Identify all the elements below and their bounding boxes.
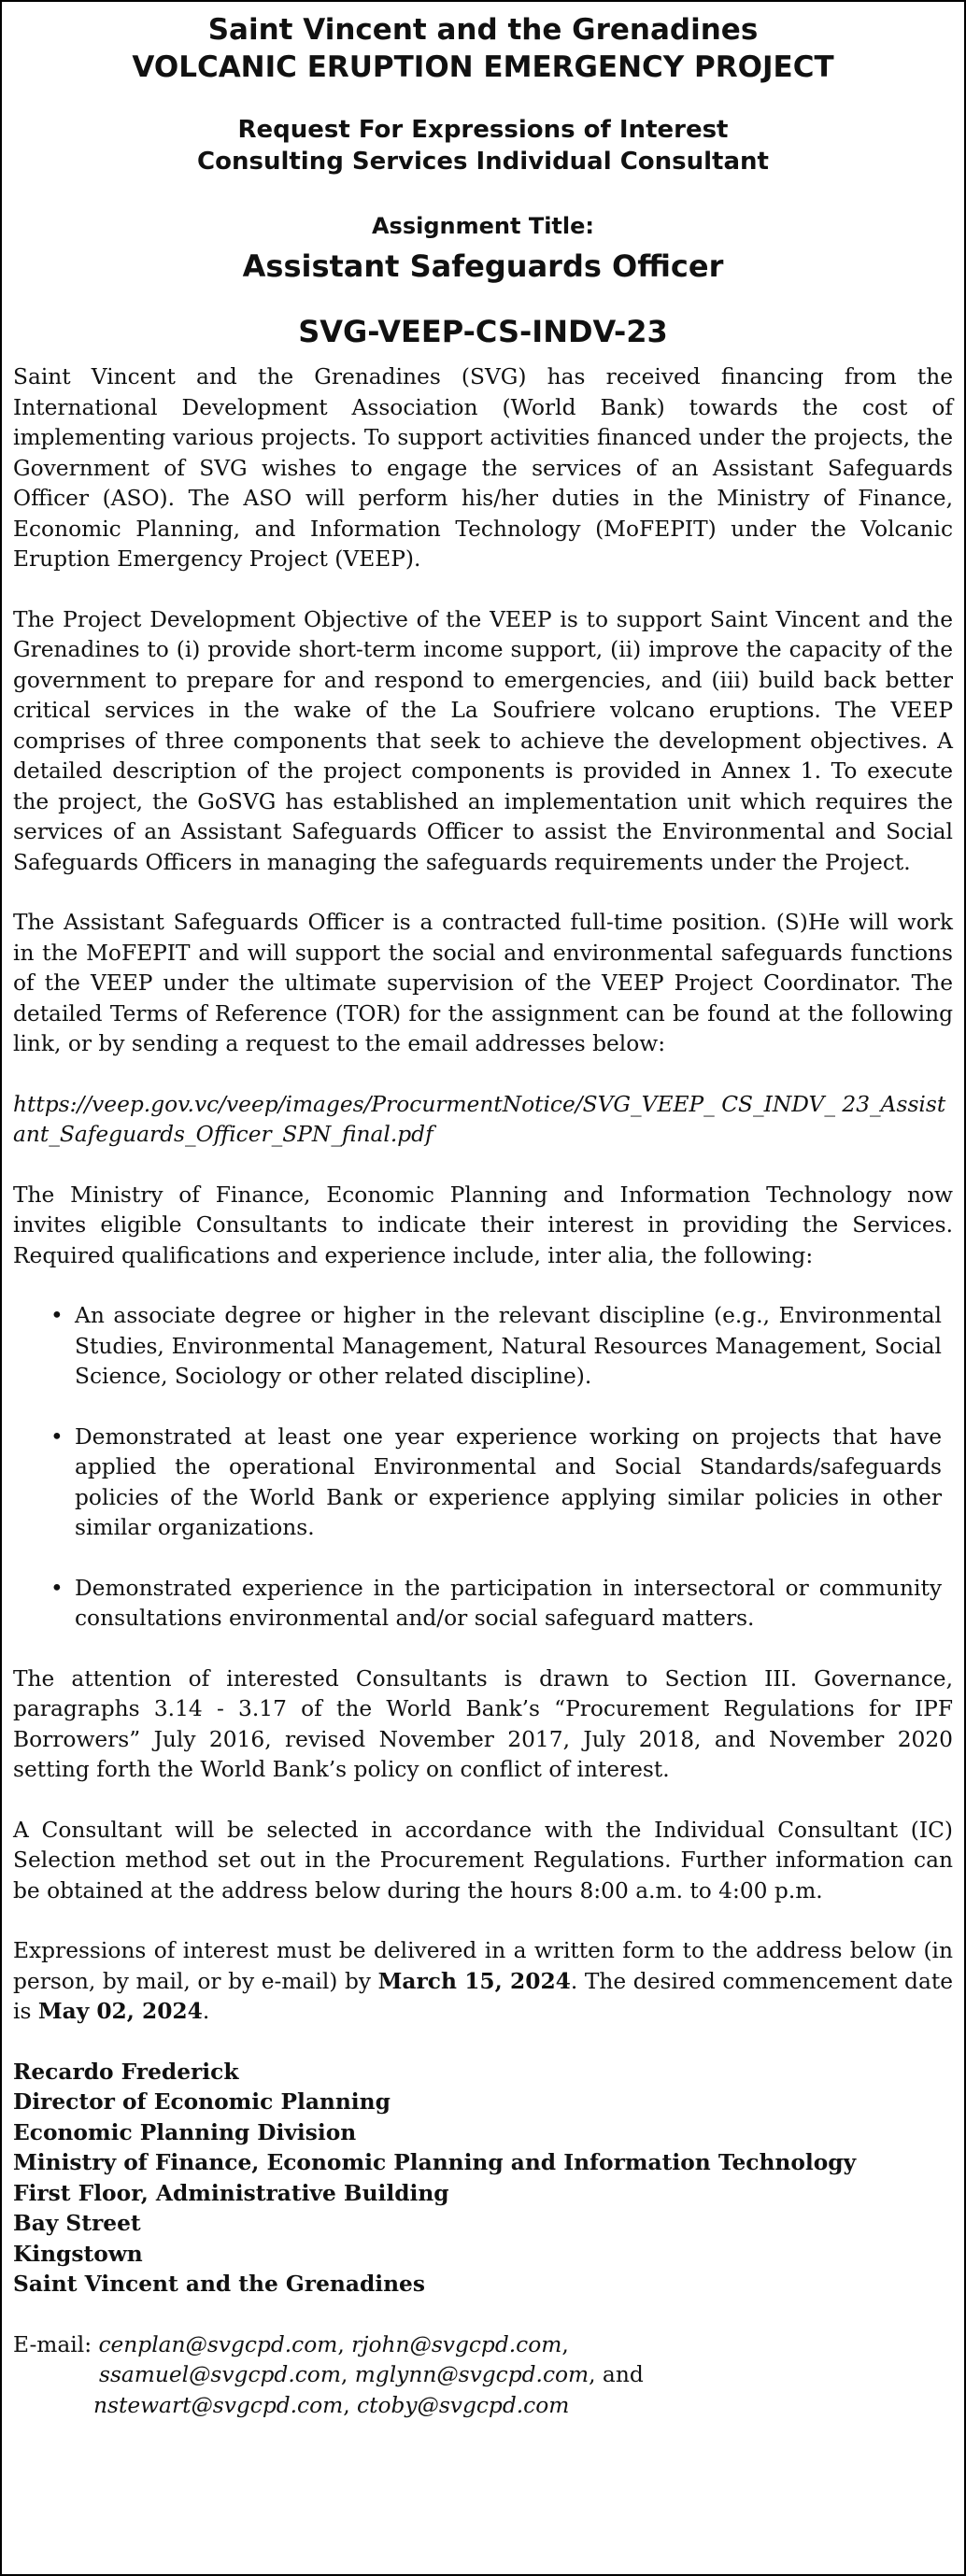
notice-body <box>13 362 953 2421</box>
paragraph-objective: The Project Development Objective of the VEEP is to support Saint Vincent and the Grenadines to (i) provide short-term income support, (ii) improve the capacity of the government to prepare for and respond to emergencies, and (iii) build back better critical services in the wake of the La Soufriere volcano eruptions. The VEEP comprises of three components that seek to achieve the development objectives. A detailed description of the project components is provided in Annex 1. To execute the project, the GoSVG has established an implementation unit which requires the services of an Assistant Safeguards Officer to assist the Environmental and Social Safeguards Officers in managing the safeguards requirements under the Project. <box>13 606 953 875</box>
bullet-icon: • <box>50 1423 64 1450</box>
email-line <box>13 2330 953 2361</box>
contact-city: Kingstown <box>13 2241 143 2267</box>
email-link[interactable]: nstewart@svgcpd.com <box>93 2392 344 2418</box>
email-separator: , <box>561 2331 569 2357</box>
email-link[interactable]: ssamuel@svgcpd.com <box>99 2362 341 2387</box>
email-link[interactable]: mglynn@svgcpd.com <box>354 2362 590 2387</box>
list-item <box>13 1574 953 1635</box>
contact-block <box>13 2058 953 2300</box>
contact-street: Bay Street <box>13 2211 141 2236</box>
contact-country: Saint Vincent and the Grenadines <box>13 2272 425 2297</box>
contact-floor: First Floor, Administrative Building <box>13 2180 449 2206</box>
bullet-icon: • <box>50 1303 64 1328</box>
email-link[interactable]: rjohn@svgcpd.com <box>351 2331 562 2357</box>
deadline-text-3: . <box>202 1999 210 2024</box>
deadline-text-1: Expressions of interest must be delivered in a written form to the address below (in person, by mail, or by e-mail) by <box>13 1938 953 1994</box>
contact-division: Economic Planning Division <box>13 2119 357 2145</box>
email-link[interactable]: cenplan@svgcpd.com <box>98 2331 338 2357</box>
email-separator: , <box>343 2392 358 2418</box>
assignment-label: Assignment Title: <box>371 213 594 239</box>
qualifications-list <box>13 1301 953 1635</box>
contact-title: Director of Economic Planning <box>13 2089 391 2115</box>
paragraph-conflict-of-interest: The attention of interested Consultants is drawn to Section III. Governance, paragraphs 3.14 - 3.17 of the World Bank’s “Procurement Regulations for IPF Borrowers” July 2016, revised November 2017, July 2018, and November 2020 setting forth the World Bank’s policy on conflict of interest. <box>13 1665 953 1782</box>
submission-date: March 15, 2024 <box>377 1968 571 1994</box>
email-line <box>13 2391 953 2422</box>
reference-number: SVG-VEEP-CS-INDV-23 <box>298 314 668 349</box>
paragraph-deadline <box>13 1936 953 2028</box>
email-link[interactable]: ctoby@svgcpd.com <box>357 2392 570 2418</box>
email-block <box>13 2330 953 2422</box>
tor-link[interactable]: https://veep.gov.vc/veep/images/ProcurmentNotice/SVG_VEEP_ CS_INDV_ 23_Assistant_Safeguards_Officer_SPN_final.pdf <box>13 1091 946 1147</box>
bullet-icon: • <box>50 1575 64 1601</box>
email-separator: , and <box>589 2362 644 2387</box>
paragraph-invitation: The Ministry of Finance, Economic Planning and Information Technology now invites eligible Consultants to indicate their interest in providing the Services. Required qualifications and experience include, inter alia, the following: <box>13 1182 953 1268</box>
paragraph-selection-method: A Consultant will be selected in accordance with the Individual Consultant (IC) Selection method set out in the Procurement Regulations. Further information can be obtained at the address below during the hours 8:00 a.m. to 4:00 p.m. <box>13 1817 953 1904</box>
assignment-title: Assistant Safeguards Officer <box>242 248 724 284</box>
request-heading-line2: Consulting Services Individual Consultant <box>197 148 769 176</box>
paragraph-position: The Assistant Safeguards Officer is a contracted full-time position. (S)He will work in the MoFEPIT and will support the social and environmental safeguards functions of the VEEP under the ultimate supervision of the VEEP Project Coordinator. The detailed Terms of Reference (TOR) for the assignment can be found at the following link, or by sending a request to the email addresses below: <box>13 910 953 1056</box>
commencement-date: May 02, 2024 <box>37 1999 203 2024</box>
email-line <box>13 2360 953 2391</box>
contact-name: Recardo Frederick <box>13 2059 239 2085</box>
qualification-text: Demonstrated at least one year experience working on projects that have applied the operational Environmental and Social Standards/safeguards policies of the World Bank or experience applying similar policies in other similar organizations. <box>75 1423 942 1540</box>
project-heading: VOLCANIC ERUPTION EMERGENCY PROJECT <box>132 50 834 84</box>
country-heading: Saint Vincent and the Grenadines <box>207 13 759 47</box>
email-separator: , <box>337 2331 352 2357</box>
qualification-text: An associate degree or higher in the relevant discipline (e.g., Environmental Studies, Environmental Management, Natural Resources Management, Social Science, Sociology or other related discipline). <box>75 1303 942 1389</box>
list-item <box>13 1301 953 1393</box>
qualification-text: Demonstrated experience in the participation in intersectoral or community consultations environmental and/or social safeguard matters. <box>75 1575 942 1631</box>
deadline-text-2: . The desired commencement date is <box>13 1968 953 2024</box>
email-label: E-mail: <box>13 2331 99 2357</box>
email-separator: , <box>340 2362 355 2387</box>
request-heading-line1: Request For Expressions of Interest <box>237 116 729 144</box>
list-item <box>13 1422 953 1544</box>
contact-ministry: Ministry of Finance, Economic Planning and Information Technology <box>13 2150 857 2175</box>
paragraph-financing: Saint Vincent and the Grenadines (SVG) has received financing from the International Development Association (World Bank) towards the cost of implementing various projects. To support activities financed under the projects, the Government of SVG wishes to engage the services of an Assistant Safeguards Officer (ASO). The ASO will perform his/her duties in the Ministry of Finance, Economic Planning, and Information Technology (MoFEPIT) under the Volcanic Eruption Emergency Project (VEEP). <box>13 364 953 572</box>
